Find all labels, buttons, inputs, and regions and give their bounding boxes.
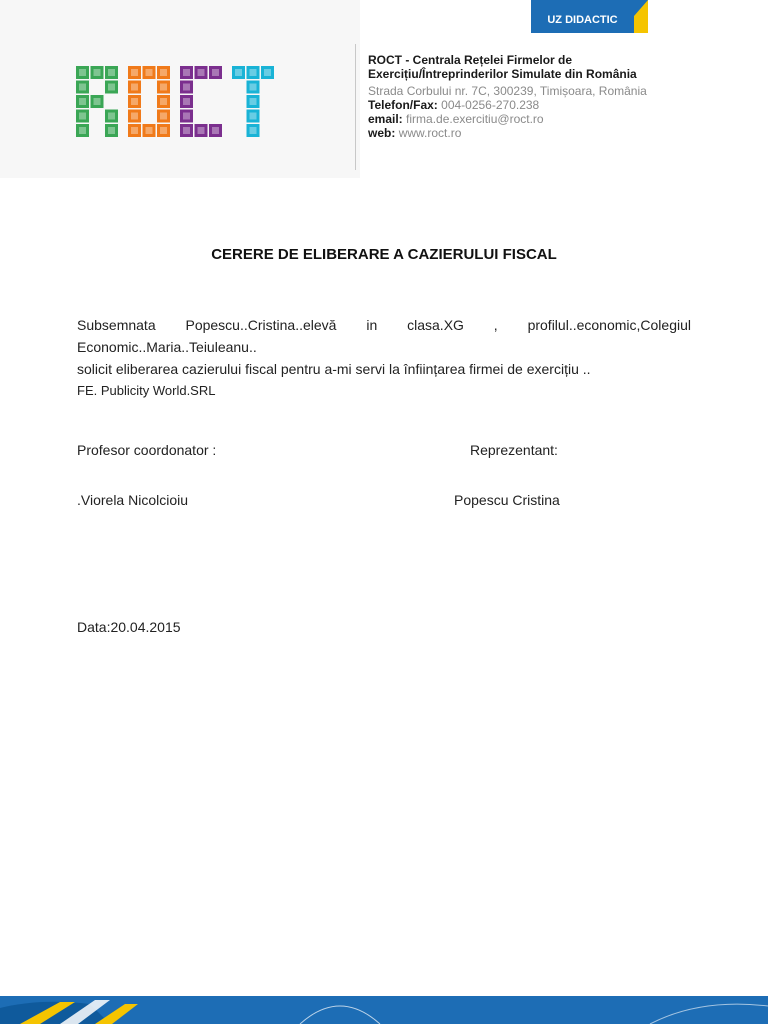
representative-label: Reprezentant: [470, 442, 558, 458]
representative-name: Popescu Cristina [454, 492, 560, 508]
header-divider [355, 44, 356, 170]
request-body [77, 314, 691, 402]
uz-didactic-badge: UZ DIDACTIC [531, 0, 634, 33]
request-paragraph-1: Subsemnata Popescu..Cristina..elevă in clasa.XG , profilul..economic,Colegiul Economic..Maria..Teiuleanu.. [77, 317, 691, 355]
phone-value: 004-0256-270.238 [441, 98, 540, 112]
coordinator-label: Profesor coordonator : [77, 442, 217, 458]
org-email [368, 112, 708, 126]
footer-banner [0, 994, 768, 1024]
phone-label: Telefon/Fax: [368, 98, 438, 112]
document-date: Data:20.04.2015 [77, 619, 181, 635]
org-web [368, 126, 708, 140]
organization-info [368, 53, 708, 140]
document-title: CERERE DE ELIBERARE A CAZIERULUI FISCAL [211, 246, 557, 263]
web-label: web: [368, 126, 396, 140]
badge-corner-accent [634, 0, 648, 33]
coordinator-name: .Viorela Nicolcioiu [77, 492, 189, 508]
web-value[interactable]: www.roct.ro [398, 126, 462, 140]
roct-logo [76, 66, 280, 138]
email-value[interactable]: firma.de.exercitiu@roct.ro [406, 112, 544, 126]
org-name-line2: Exercițiu/Întreprinderilor Simulate din România [368, 67, 637, 81]
request-paragraph-2: solicit eliberarea cazierului fiscal pentru a-mi servi la înființarea firmei de exercițiu .. [77, 361, 591, 377]
org-phone [368, 98, 708, 112]
org-address: Strada Corbului nr. 7C, 300239, Timișoara, România [368, 84, 647, 98]
org-name-line1: ROCT - Centrala Rețelei Firmelor de [368, 53, 573, 67]
email-label: email: [368, 112, 403, 126]
company-name: FE. Publicity World.SRL [77, 383, 216, 398]
